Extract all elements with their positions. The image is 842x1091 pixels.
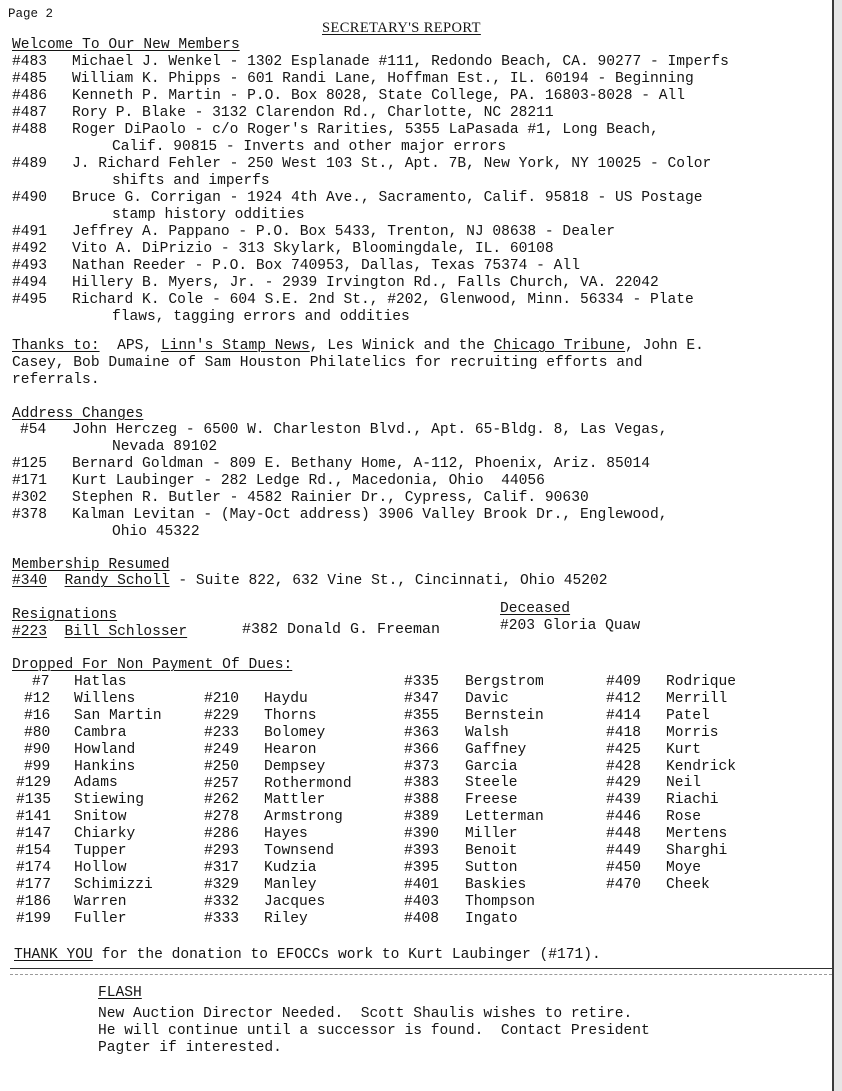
dropped-member-name: Bernstein [465, 707, 544, 724]
dropped-member-number: #329 [204, 876, 240, 893]
page-edge-shadow [834, 0, 842, 1091]
dropped-member-name: Patel [666, 707, 710, 724]
member-entry: Rory P. Blake - 3132 Clarendon Rd., Charlotte, NC 28211 [72, 105, 554, 121]
dropped-member-name: Hollow [74, 859, 127, 876]
member-entry: Roger DiPaolo - c/o Roger's Rarities, 5355 LaPasada #1, Long Beach, [72, 122, 659, 138]
member-number: #492 [12, 241, 48, 257]
thanks-line-2: Casey, Bob Dumaine of Sam Houston Philatelics for recruiting efforts and [12, 355, 643, 371]
address-change-entry: Bernard Goldman - 809 E. Bethany Home, A-112, Phoenix, Ariz. 85014 [72, 456, 651, 472]
dropped-member-number: #210 [204, 691, 240, 707]
dropped-member-name: Dempsey [264, 758, 326, 775]
dropped-member-number: #448 [606, 826, 642, 843]
dropped-member-name: Warren [74, 893, 127, 910]
dropped-member-name: Riley [264, 910, 308, 927]
dropped-member-number: #80 [24, 724, 51, 741]
dropped-member-number: #186 [16, 893, 52, 910]
member-entry-continued: shifts and imperfs [112, 173, 270, 189]
member-entry: Hillery B. Myers, Jr. - 2939 Irvington Rd., Falls Church, VA. 22042 [72, 275, 659, 291]
dropped-member-number: #317 [204, 860, 240, 876]
thanks-line-1 [12, 338, 704, 355]
dropped-member-name: Tupper [74, 843, 127, 859]
dropped-member-number: #428 [606, 758, 642, 775]
thanks-line-3: referrals. [12, 372, 100, 388]
thanks-sep-1: APS, [99, 338, 161, 354]
dropped-member-number: #12 [24, 690, 51, 707]
address-change-number: #54 [20, 422, 47, 438]
dropped-member-number: #403 [404, 893, 440, 910]
dropped-member-name: Kurt [666, 741, 702, 758]
dropped-member-number: #333 [204, 910, 240, 927]
dropped-member-number: #262 [204, 792, 240, 809]
resignation-num-1: #223 [12, 624, 48, 640]
dropped-member-name: Thorns [264, 707, 317, 724]
dropped-member-number: #414 [606, 707, 642, 724]
address-change-continued: Ohio 45322 [112, 524, 200, 540]
member-number: #483 [12, 54, 48, 70]
thank-you-text: for the donation to EFOCCs work to Kurt Laubinger (#171). [92, 947, 601, 963]
dropped-member-number: #332 [204, 893, 240, 910]
dropped-member-number: #99 [24, 758, 51, 775]
dropped-member-name: Rodrique [666, 674, 737, 690]
dropped-member-name: Garcia [465, 758, 518, 775]
dropped-member-name: Snitow [74, 809, 127, 826]
flash-line-3: Pagter if interested. [98, 1040, 282, 1056]
address-changes-heading: Address Changes [12, 406, 144, 422]
dropped-member-number: #199 [16, 910, 52, 927]
thank-you-lead: THANK YOU [14, 947, 93, 963]
thank-you-line [14, 947, 601, 964]
address-change-entry: Kalman Levitan - (May-Oct address) 3906 Valley Brook Dr., Englewood, [72, 507, 668, 523]
dropped-member-number: #418 [606, 724, 642, 741]
dropped-member-name: Mattler [264, 792, 326, 809]
dropped-member-name: Stiewing [74, 792, 145, 809]
dropped-member-name: Bolomey [264, 724, 326, 741]
dropped-member-name: Hearon [264, 741, 317, 758]
dropped-member-name: Adams [74, 775, 118, 792]
member-entry: Richard K. Cole - 604 S.E. 2nd St., #202, Glenwood, Minn. 56334 - Plate [72, 292, 694, 308]
member-number: #488 [12, 122, 48, 138]
dropped-member-number: #383 [404, 775, 440, 792]
dropped-member-number: #7 [32, 674, 50, 690]
dropped-member-name: Sharghi [666, 843, 728, 859]
dropped-member-name: Kudzia [264, 860, 317, 876]
dropped-member-name: Haydu [264, 691, 308, 707]
member-number: #495 [12, 292, 48, 308]
dropped-member-number: #147 [16, 826, 52, 843]
dropped-member-number: #389 [404, 809, 440, 826]
member-entry: William K. Phipps - 601 Randi Lane, Hoffman Est., IL. 60194 - Beginning [72, 71, 694, 87]
dropped-member-name: San Martin [74, 707, 162, 724]
thanks-tribune: Chicago Tribune [493, 338, 626, 354]
dropped-member-name: Rose [666, 809, 702, 826]
dropped-member-name: Miller [465, 826, 518, 843]
member-entry-continued: Calif. 90815 - Inverts and other major errors [112, 139, 507, 155]
dropped-member-name: Davic [465, 690, 509, 707]
member-entry-continued: flaws, tagging errors and oddities [112, 309, 410, 325]
thanks-sep-2: , Les Winick and the [309, 338, 494, 354]
address-change-number: #125 [12, 456, 48, 472]
dropped-member-name: Howland [74, 741, 136, 758]
dropped-member-number: #250 [204, 758, 240, 775]
dropped-member-name: Chiarky [74, 826, 136, 843]
dropped-member-number: #229 [204, 707, 240, 724]
flash-line-1: New Auction Director Needed. Scott Shaulis wishes to retire. [98, 1006, 633, 1022]
dropped-member-number: #470 [606, 876, 642, 893]
dropped-member-number: #366 [404, 741, 440, 758]
dropped-member-name: Kendrick [666, 758, 737, 775]
dropped-member-name: Freese [465, 792, 518, 809]
dropped-member-name: Schimizzi [74, 876, 153, 893]
dropped-member-name: Thompson [465, 893, 536, 910]
dropped-member-name: Neil [666, 775, 702, 792]
address-change-number: #378 [12, 507, 48, 523]
dropped-member-number: #174 [16, 859, 52, 876]
member-entry-continued: stamp history oddities [112, 207, 305, 223]
dropped-member-number: #429 [606, 775, 642, 792]
member-entry: Michael J. Wenkel - 1302 Esplanade #111, Redondo Beach, CA. 90277 - Imperfs [72, 54, 729, 70]
dropped-member-number: #401 [404, 876, 440, 893]
dropped-member-name: Gaffney [465, 741, 527, 758]
dropped-member-name: Benoit [465, 843, 518, 859]
member-entry: Kenneth P. Martin - P.O. Box 8028, State College, PA. 16803-8028 - All [72, 88, 686, 104]
thanks-linns: Linn's Stamp News [160, 338, 310, 354]
dropped-member-name: Sutton [465, 859, 518, 876]
thanks-sep-3: , John E. [625, 338, 704, 354]
dropped-member-name: Merrill [666, 690, 728, 707]
dropped-member-name: Riachi [666, 792, 719, 809]
dropped-member-number: #129 [16, 775, 52, 792]
dropped-member-number: #363 [404, 724, 440, 741]
dropped-member-name: Bergstrom [465, 674, 544, 690]
resignation-entry-2: #382 Donald G. Freeman [242, 621, 441, 638]
dropped-member-number: #409 [606, 674, 642, 690]
dropped-member-number: #233 [204, 724, 240, 741]
dropped-member-number: #355 [404, 707, 440, 724]
address-change-entry: Kurt Laubinger - 282 Ledge Rd., Macedonia, Ohio 44056 [72, 473, 545, 489]
dropped-member-number: #249 [204, 741, 240, 758]
resumed-address: - Suite 822, 632 Vine St., Cincinnati, Ohio 45202 [169, 573, 608, 589]
dropped-member-name: Moye [666, 859, 702, 876]
dropped-member-number: #393 [404, 843, 440, 859]
welcome-heading: Welcome To Our New Members [12, 37, 240, 53]
member-entry: Nathan Reeder - P.O. Box 740953, Dallas, Texas 75374 - All [72, 258, 580, 274]
dropped-member-number: #449 [606, 843, 642, 859]
resumed-num: #340 [12, 573, 48, 589]
page-number: Page 2 [8, 7, 54, 21]
resumed-name: Randy Scholl [64, 573, 170, 589]
dropped-member-name: Townsend [264, 843, 335, 860]
dropped-member-name: Morris [666, 724, 719, 741]
dropped-member-name: Cambra [74, 724, 127, 741]
dropped-member-number: #408 [404, 910, 440, 927]
dropped-member-name: Hankins [74, 758, 136, 775]
dropped-member-number: #395 [404, 859, 440, 876]
member-entry: Vito A. DiPrizio - 313 Skylark, Bloomingdale, IL. 60108 [72, 241, 554, 257]
member-entry: Jeffrey A. Pappano - P.O. Box 5433, Trenton, NJ 08638 - Dealer [72, 224, 615, 240]
member-number: #493 [12, 258, 48, 274]
dropped-member-name: Walsh [465, 724, 509, 741]
member-number: #491 [12, 224, 48, 240]
member-number: #486 [12, 88, 48, 104]
dropped-heading: Dropped For Non Payment Of Dues: [12, 657, 293, 673]
resignations-heading: Resignations [12, 607, 118, 623]
dropped-member-name: Steele [465, 775, 518, 792]
dropped-member-name: Hatlas [74, 674, 127, 690]
resignation-name-1: Bill Schlosser [64, 624, 188, 640]
dropped-member-number: #90 [24, 741, 51, 758]
dropped-member-name: Manley [264, 876, 317, 893]
deceased-heading: Deceased [500, 601, 571, 617]
dropped-member-number: #412 [606, 690, 642, 707]
flash-heading: FLASH [98, 985, 142, 1001]
member-number: #489 [12, 156, 48, 172]
member-number: #490 [12, 190, 48, 206]
section-divider [10, 968, 832, 969]
cut-line [10, 974, 832, 975]
address-change-number: #171 [12, 473, 48, 489]
dropped-member-name: Letterman [465, 809, 544, 826]
dropped-member-number: #373 [404, 758, 440, 775]
dropped-member-number: #450 [606, 859, 642, 876]
member-number: #485 [12, 71, 48, 87]
dropped-member-name: Baskies [465, 876, 527, 893]
dropped-member-name: Armstrong [264, 809, 343, 826]
dropped-member-number: #293 [204, 843, 240, 860]
dropped-member-number: #16 [24, 707, 51, 724]
membership-resumed-heading: Membership Resumed [12, 557, 170, 573]
dropped-member-name: Jacques [264, 893, 326, 910]
dropped-member-number: #388 [404, 792, 440, 809]
dropped-member-number: #177 [16, 876, 52, 893]
flash-line-2: He will continue until a successor is found. Contact President [98, 1023, 650, 1039]
address-change-continued: Nevada 89102 [112, 439, 218, 455]
dropped-member-name: Ingato [465, 910, 518, 927]
membership-resumed-entry [12, 573, 608, 590]
dropped-member-name: Rothermond [264, 775, 352, 792]
dropped-member-number: #390 [404, 826, 440, 843]
dropped-member-number: #439 [606, 792, 642, 809]
member-entry: Bruce G. Corrigan - 1924 4th Ave., Sacramento, Calif. 95818 - US Postage [72, 190, 703, 206]
deceased-entry: #203 Gloria Quaw [500, 618, 641, 634]
member-number: #494 [12, 275, 48, 291]
dropped-member-name: Fuller [74, 910, 127, 927]
dropped-member-name: Hayes [264, 826, 308, 843]
dropped-member-number: #257 [204, 775, 240, 792]
member-entry: J. Richard Fehler - 250 West 103 St., Apt. 7B, New York, NY 10025 - Color [72, 156, 712, 172]
dropped-member-number: #278 [204, 809, 240, 826]
dropped-member-number: #154 [16, 843, 52, 859]
dropped-member-number: #335 [404, 674, 440, 690]
member-number: #487 [12, 105, 48, 121]
address-change-number: #302 [12, 490, 48, 506]
dropped-member-number: #446 [606, 809, 642, 826]
dropped-member-number: #135 [16, 792, 52, 809]
address-change-entry: John Herczeg - 6500 W. Charleston Blvd., Apt. 65-Bldg. 8, Las Vegas, [72, 422, 668, 438]
dropped-member-name: Mertens [666, 826, 728, 843]
dropped-member-number: #347 [404, 690, 440, 707]
dropped-member-name: Cheek [666, 876, 710, 893]
page-title: SECRETARY'S REPORT [322, 20, 481, 36]
thanks-label: Thanks to: [12, 338, 100, 354]
address-change-entry: Stephen R. Butler - 4582 Rainier Dr., Cypress, Calif. 90630 [72, 490, 589, 506]
dropped-member-number: #425 [606, 741, 642, 758]
dropped-member-number: #286 [204, 826, 240, 843]
resignation-entry-1 [12, 624, 187, 641]
dropped-member-name: Willens [74, 690, 136, 707]
dropped-member-number: #141 [16, 809, 52, 826]
